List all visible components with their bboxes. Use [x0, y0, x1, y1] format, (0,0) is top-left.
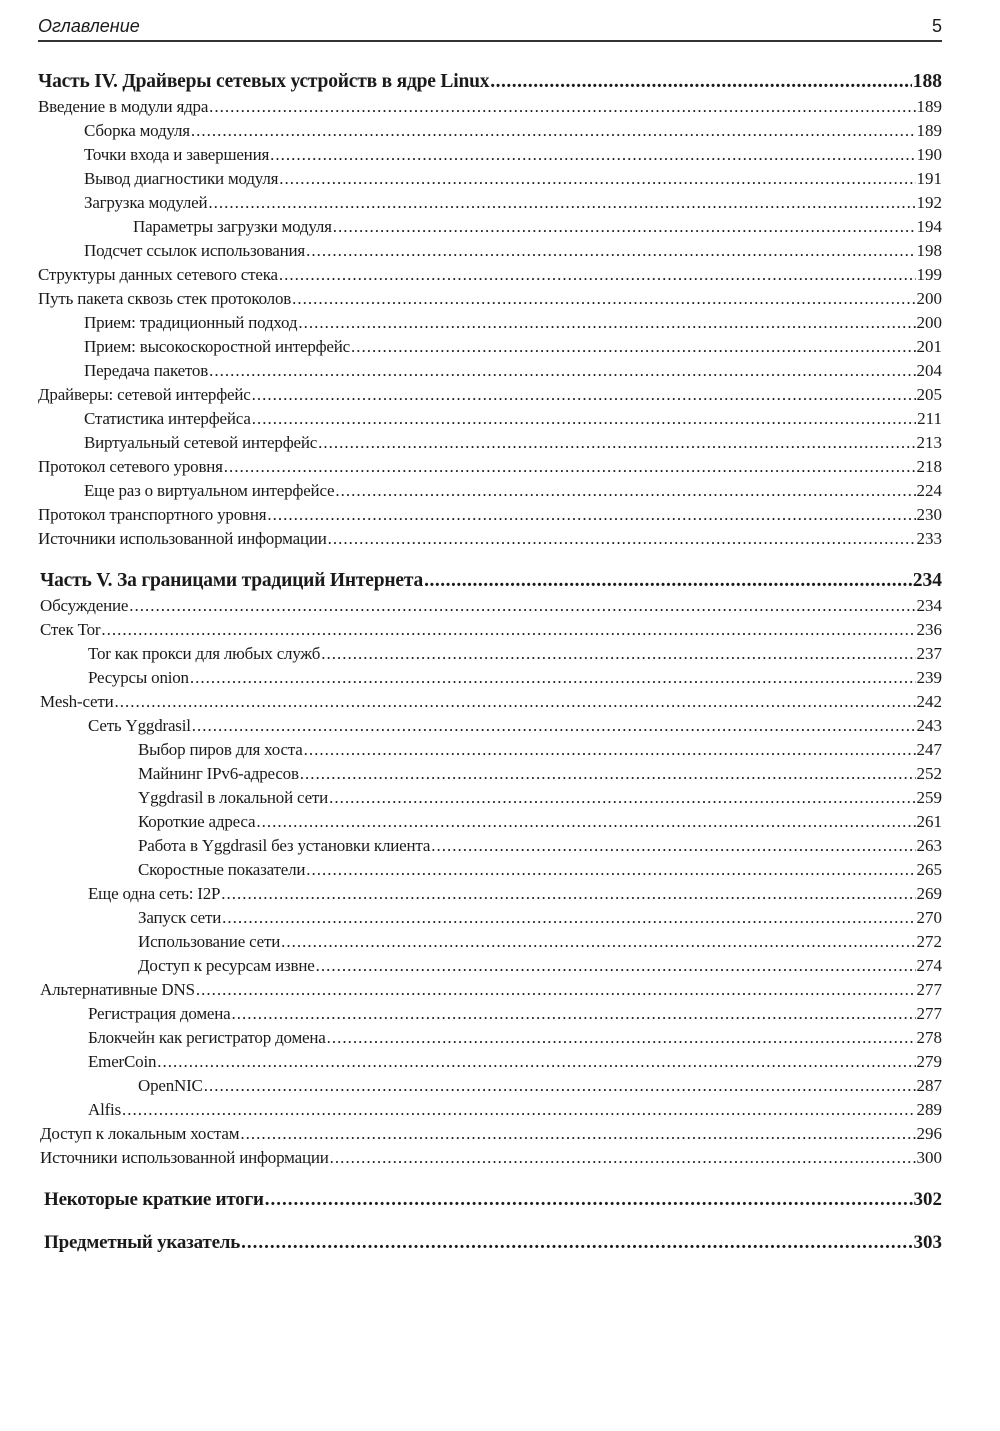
dot-leader — [318, 431, 915, 455]
toc-entry-title: Протокол транспортного уровня — [38, 505, 267, 524]
dot-leader — [208, 191, 915, 215]
toc-entry — [138, 858, 942, 882]
dot-leader — [330, 1146, 916, 1170]
toc-section-entry — [44, 1231, 942, 1255]
toc-entry-page: 198 — [916, 241, 942, 260]
toc-entry-title: Стек Tor — [40, 620, 101, 639]
toc-entry — [38, 263, 942, 287]
dot-leader — [122, 1098, 915, 1122]
toc-entry-title: Часть IV. Драйверы сетевых устройств в ядре Linux — [38, 71, 490, 92]
toc-entry-page: 269 — [916, 884, 942, 903]
dot-leader — [232, 1002, 916, 1026]
toc-entry-page: 252 — [916, 764, 942, 783]
toc-entry-title: Статистика интерфейса — [84, 409, 251, 428]
dot-leader — [221, 882, 915, 906]
toc-entry-title: Запуск сети — [138, 908, 222, 927]
toc-entry-page: 274 — [916, 956, 942, 975]
toc-entry-page: 263 — [916, 836, 942, 855]
toc-entry-page: 270 — [916, 908, 942, 927]
dot-leader — [424, 569, 912, 593]
toc-entry-page: 278 — [916, 1028, 942, 1047]
toc-entry-title: Предметный указатель — [44, 1232, 241, 1253]
toc-entry-title: Подсчет ссылок использования — [84, 241, 306, 260]
toc-entry-page: 272 — [916, 932, 942, 951]
dot-leader — [191, 119, 916, 143]
toc-entry-page: 213 — [916, 433, 942, 452]
header-title: Оглавление — [38, 16, 140, 36]
dot-leader — [292, 287, 915, 311]
dot-leader — [281, 930, 915, 954]
toc-entry — [84, 167, 942, 191]
toc-entry-title: Прием: традиционный подход — [84, 313, 298, 332]
toc-entry — [138, 954, 942, 978]
toc-entry-title: Майнинг IPv6-адресов — [138, 764, 299, 783]
toc-entry — [138, 786, 942, 810]
toc-entry-page: 300 — [916, 1148, 942, 1167]
toc-entry — [38, 383, 942, 407]
toc-entry-page: 194 — [916, 217, 942, 236]
toc-entry — [138, 738, 942, 762]
toc-entry — [38, 287, 942, 311]
toc-entry-title: Вывод диагностики модуля — [84, 169, 279, 188]
toc-entry — [84, 335, 942, 359]
toc-part-entry — [38, 70, 942, 94]
toc-entry-page: 265 — [916, 860, 942, 879]
toc-entry — [88, 1098, 942, 1122]
toc-entry — [84, 191, 942, 215]
header-page-number: 5 — [931, 16, 942, 36]
toc-entry-title: Введение в модули ядра — [38, 97, 209, 116]
toc-entry-page: 204 — [916, 361, 942, 380]
dot-leader — [267, 503, 915, 527]
dot-leader — [101, 618, 915, 642]
toc-entry-page: 201 — [916, 337, 942, 356]
toc-entry-page: 261 — [916, 812, 942, 831]
dot-leader — [306, 239, 915, 263]
toc-entry-title: Обсуждение — [40, 596, 129, 615]
toc-entry-page: 200 — [916, 289, 942, 308]
dot-leader — [333, 215, 916, 239]
toc-entry — [138, 930, 942, 954]
toc-entry-page: 289 — [916, 1100, 942, 1119]
toc-entry-title: Yggdrasil в локальной сети — [138, 788, 329, 807]
dot-leader — [129, 594, 915, 618]
toc-entry-page: 259 — [916, 788, 942, 807]
dot-leader — [279, 167, 915, 191]
toc-entry — [40, 690, 942, 714]
dot-leader — [252, 407, 916, 431]
toc-entry — [138, 762, 942, 786]
toc-entry — [138, 834, 942, 858]
toc-entry-page: 218 — [916, 457, 942, 476]
dot-leader — [351, 335, 915, 359]
toc-entry-title: Скоростные показатели — [138, 860, 306, 879]
dot-leader — [327, 1026, 916, 1050]
dot-leader — [298, 311, 915, 335]
toc-entry — [84, 359, 942, 383]
toc-entry-page: 189 — [916, 121, 942, 140]
toc-entry-page: 277 — [916, 980, 942, 999]
toc-entry — [88, 642, 942, 666]
toc-entry — [84, 119, 942, 143]
dot-leader — [157, 1050, 915, 1074]
toc-entry-title: Доступ к локальным хостам — [40, 1124, 240, 1143]
toc-entry-title: Прием: высокоскоростной интерфейс — [84, 337, 351, 356]
toc-entry — [84, 479, 942, 503]
toc-entry-title: Точки входа и завершения — [84, 145, 270, 164]
toc-entry-page: 233 — [916, 529, 942, 548]
toc-entry — [40, 618, 942, 642]
toc-entry-title: Загрузка модулей — [84, 193, 208, 212]
dot-leader — [256, 810, 915, 834]
toc-entry — [88, 882, 942, 906]
toc-entry — [138, 906, 942, 930]
toc-entry — [138, 1074, 942, 1098]
toc-entry-title: Ресурсы onion — [88, 668, 189, 687]
toc-entry — [40, 1146, 942, 1170]
toc-entry — [84, 431, 942, 455]
toc-entry-page: 211 — [917, 409, 942, 428]
toc-entry-page: 236 — [916, 620, 942, 639]
dot-leader — [240, 1122, 915, 1146]
toc-entry — [38, 503, 942, 527]
dot-leader — [265, 1188, 913, 1212]
toc-entry-title: Часть V. За границами традиций Интернета — [40, 570, 424, 591]
toc-entry-title: Передача пакетов — [84, 361, 209, 380]
dot-leader — [209, 95, 915, 119]
toc-entry-page: 199 — [916, 265, 942, 284]
dot-leader — [304, 738, 916, 762]
toc-entry-page: 188 — [912, 71, 942, 92]
toc-entry — [38, 95, 942, 119]
toc-entry-page: 192 — [916, 193, 942, 212]
dot-leader — [192, 714, 916, 738]
toc-entry — [88, 1050, 942, 1074]
toc-entry-title: Параметры загрузки модуля — [133, 217, 332, 236]
toc-entry-title: Протокол сетевого уровня — [38, 457, 223, 476]
dot-leader — [114, 690, 915, 714]
dot-leader — [431, 834, 915, 858]
toc-entry-title: Драйверы: сетевой интерфейс — [38, 385, 251, 404]
dot-leader — [190, 666, 916, 690]
toc-entry-title: Источники использованной информации — [40, 1148, 329, 1167]
dot-leader — [335, 479, 915, 503]
toc-entry — [84, 143, 942, 167]
toc-entry-title: Еще раз о виртуальном интерфейсе — [84, 481, 335, 500]
toc-entry-title: Выбор пиров для хоста — [138, 740, 303, 759]
dot-leader — [300, 762, 916, 786]
dot-leader — [328, 527, 916, 551]
toc-entry — [138, 810, 942, 834]
toc-entry-page: 230 — [916, 505, 942, 524]
toc-entry-title: Путь пакета сквозь стек протоколов — [38, 289, 292, 308]
toc-entry-title: Сеть Yggdrasil — [88, 716, 191, 735]
toc-entry — [38, 455, 942, 479]
toc-entry — [133, 215, 942, 239]
toc-entry-title: Использование сети — [138, 932, 281, 951]
dot-leader — [321, 642, 915, 666]
dot-leader — [279, 263, 916, 287]
toc-entry-title: Tor как прокси для любых служб — [88, 644, 321, 663]
dot-leader — [306, 858, 915, 882]
toc-entry-page: 191 — [916, 169, 942, 188]
toc-entry — [40, 1122, 942, 1146]
toc-entry-page: 200 — [916, 313, 942, 332]
toc-entry-page: 243 — [916, 716, 942, 735]
toc-entry-title: Mesh-сети — [40, 692, 114, 711]
toc-entry-title: OpenNIC — [138, 1076, 203, 1095]
toc-entry-page: 239 — [916, 668, 942, 687]
toc-entry-page: 279 — [916, 1052, 942, 1071]
toc-entry-title: Работа в Yggdrasil без установки клиента — [138, 836, 431, 855]
toc-entry — [84, 239, 942, 263]
toc-entry-page: 247 — [916, 740, 942, 759]
toc-entry-page: 287 — [916, 1076, 942, 1095]
toc-entry-title: Альтернативные DNS — [40, 980, 195, 999]
toc-entry-page: 237 — [916, 644, 942, 663]
toc-entry-title: Регистрация домена — [88, 1004, 231, 1023]
dot-leader — [222, 906, 915, 930]
dot-leader — [252, 383, 916, 407]
toc-section-entry — [44, 1188, 942, 1212]
toc-entry-title: Виртуальный сетевой интерфейс — [84, 433, 318, 452]
toc-entry-page: 242 — [916, 692, 942, 711]
dot-leader — [241, 1231, 912, 1255]
toc-entry-title: Сборка модуля — [84, 121, 190, 140]
toc-entry — [88, 1002, 942, 1026]
toc-entry — [88, 666, 942, 690]
dot-leader — [490, 70, 911, 94]
toc-entry-page: 234 — [916, 596, 942, 615]
toc-entry — [38, 527, 942, 551]
dot-leader — [209, 359, 915, 383]
toc-entry — [84, 311, 942, 335]
toc-entry-page: 205 — [916, 385, 942, 404]
toc-entry-title: Источники использованной информации — [38, 529, 327, 548]
toc-entry-page: 302 — [913, 1189, 942, 1210]
toc-entry-page: 277 — [916, 1004, 942, 1023]
toc-entry-page: 296 — [916, 1124, 942, 1143]
dot-leader — [204, 1074, 916, 1098]
toc-part-entry — [40, 569, 942, 593]
toc-entry-page: 224 — [916, 481, 942, 500]
toc-entry-title: Доступ к ресурсам извне — [138, 956, 315, 975]
toc-entry-title: Alfis — [88, 1100, 122, 1119]
toc-entry-page: 190 — [916, 145, 942, 164]
dot-leader — [196, 978, 916, 1002]
toc-entry-title: Блокчейн как регистратор домена — [88, 1028, 326, 1047]
running-header — [38, 14, 942, 42]
toc-entry-title: Еще одна сеть: I2P — [88, 884, 221, 903]
toc-entry-title: Некоторые краткие итоги — [44, 1189, 264, 1210]
toc-entry — [84, 407, 942, 431]
dot-leader — [270, 143, 915, 167]
toc-entry-page: 234 — [912, 570, 942, 591]
toc-entry-title: EmerCoin — [88, 1052, 157, 1071]
dot-leader — [329, 786, 915, 810]
toc-entry — [88, 714, 942, 738]
dot-leader — [316, 954, 916, 978]
toc-entry-page: 189 — [916, 97, 942, 116]
dot-leader — [224, 455, 916, 479]
toc-entry-title: Короткие адреса — [138, 812, 256, 831]
toc-entry-page: 303 — [913, 1232, 942, 1253]
toc-entry — [40, 594, 942, 618]
toc-entry — [40, 978, 942, 1002]
toc-entry-title: Структуры данных сетевого стека — [38, 265, 278, 284]
toc-entry — [88, 1026, 942, 1050]
